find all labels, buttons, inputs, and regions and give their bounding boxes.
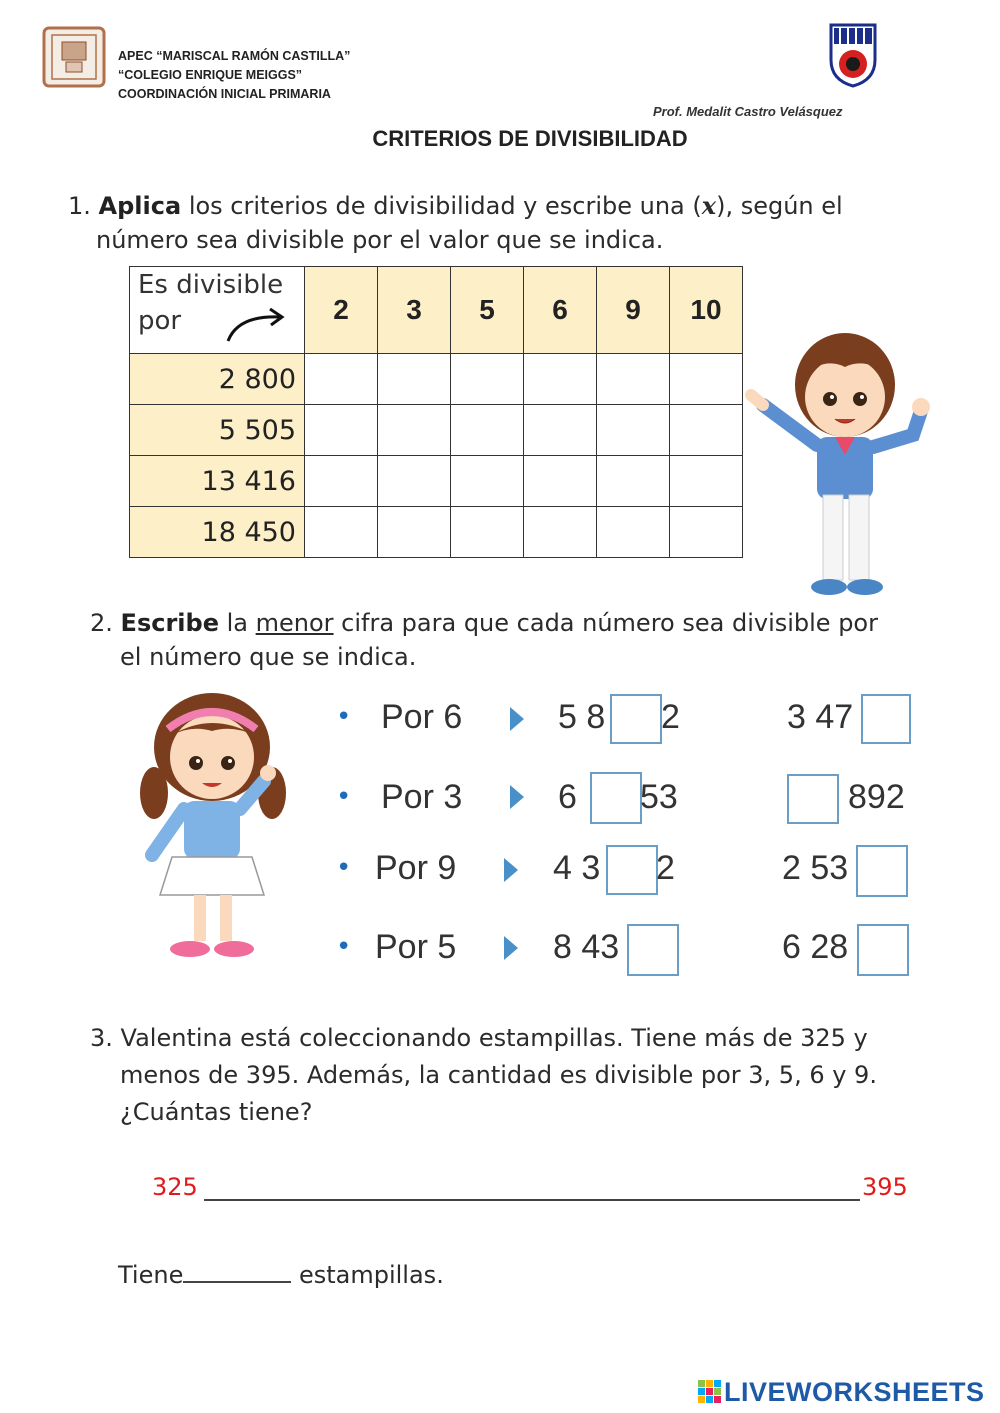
q2-underlined-word: menor [255, 609, 334, 637]
digit-input[interactable] [856, 845, 908, 897]
boy-illustration [745, 315, 935, 605]
number-suffix: 892 [848, 778, 905, 816]
table-row [130, 354, 743, 405]
bullet-icon: • [336, 702, 352, 732]
header-line-3: COORDINACIÓN INICIAL PRIMARIA [118, 87, 331, 101]
q2-text-a: la [218, 609, 256, 637]
q1-text-b: ), según el [716, 192, 843, 220]
q2-number: 2. [90, 609, 113, 637]
number-prefix: 2 53 [782, 849, 849, 887]
arrow-right-icon [504, 936, 518, 960]
answer-cell[interactable] [597, 405, 670, 456]
answer-blank[interactable] [183, 1257, 291, 1283]
number-label: 5 505 [130, 405, 305, 456]
number-prefix: 3 47 [787, 698, 854, 736]
school-badge [828, 22, 878, 88]
school-logo [42, 26, 106, 88]
digit-input[interactable] [627, 924, 679, 976]
liveworksheets-logo-icon [698, 1380, 722, 1404]
answer-cell[interactable] [670, 456, 743, 507]
answer-cell[interactable] [451, 405, 524, 456]
q3-line-2: menos de 395. Además, la cantidad es divisible por 3, 5, 6 y 9. [120, 1061, 877, 1089]
divisor-header: 6 [524, 267, 597, 354]
number-prefix: 8 43 [553, 928, 620, 966]
answer-cell[interactable] [378, 405, 451, 456]
answer-cell[interactable] [597, 456, 670, 507]
school-header [118, 47, 350, 104]
question-3 [90, 1020, 960, 1131]
arrow-right-icon [504, 858, 518, 882]
answer-cell[interactable] [524, 456, 597, 507]
header-line-1: APEC “MARISCAL RAMÓN CASTILLA” [118, 49, 351, 63]
arrow-right-icon [510, 707, 524, 731]
answer-prefix: Tiene [118, 1261, 184, 1289]
arrow-right-icon [510, 785, 524, 809]
digit-input[interactable] [610, 694, 662, 744]
digit-input[interactable] [857, 924, 909, 976]
divisor-header: 10 [670, 267, 743, 354]
header-line-2: “COLEGIO ENRIQUE MEIGGS” [118, 68, 303, 82]
answer-cell[interactable] [451, 507, 524, 558]
exercise-label: Por 6 [381, 698, 463, 736]
range-end: 395 [862, 1173, 908, 1201]
digit-input[interactable] [606, 845, 658, 895]
answer-suffix: estampillas. [291, 1261, 444, 1289]
range-start: 325 [152, 1173, 198, 1201]
answer-cell[interactable] [524, 354, 597, 405]
number-prefix: 4 3 [553, 849, 601, 887]
exercise-label: Por 9 [375, 849, 457, 887]
answer-cell[interactable] [305, 456, 378, 507]
bullet-icon: • [336, 782, 352, 812]
answer-cell[interactable] [524, 405, 597, 456]
q3-line-1: Valentina está coleccionando estampillas. Tiene más de 325 y [120, 1024, 868, 1052]
q3-number: 3. [90, 1024, 113, 1052]
table-corner [130, 267, 305, 354]
bullet-icon: • [336, 932, 352, 962]
answer-cell[interactable] [451, 354, 524, 405]
answer-cell[interactable] [378, 507, 451, 558]
table-row [130, 405, 743, 456]
answer-cell[interactable] [597, 354, 670, 405]
girl-cartoon-icon [132, 685, 292, 975]
number-label: 18 450 [130, 507, 305, 558]
footer-brand[interactable]: LIVEWORKSHEETS [724, 1377, 985, 1407]
divisor-header: 2 [305, 267, 378, 354]
teacher-name: Prof. Medalit Castro Velásquez [653, 104, 843, 119]
corner-line-2: por [138, 306, 182, 336]
q1-line-2: número sea divisible por el valor que se indica. [96, 226, 664, 254]
number-suffix: 53 [640, 778, 678, 816]
number-line [204, 1199, 860, 1201]
q1-text-a: los criterios de divisibilidad y escribe una ( [181, 192, 702, 220]
divisor-header: 5 [451, 267, 524, 354]
divisor-header: 9 [597, 267, 670, 354]
answer-cell[interactable] [378, 456, 451, 507]
number-prefix: 5 8 [558, 698, 606, 736]
answer-cell[interactable] [305, 405, 378, 456]
question-2 [90, 606, 950, 674]
answer-cell[interactable] [670, 405, 743, 456]
answer-cell[interactable] [524, 507, 597, 558]
number-label: 13 416 [130, 456, 305, 507]
answer-cell[interactable] [305, 507, 378, 558]
number-prefix: 6 28 [782, 928, 849, 966]
boy-cartoon-icon [745, 315, 935, 605]
number-suffix: 2 [661, 698, 680, 736]
shield-icon [828, 22, 878, 88]
corner-line-1: Es divisible [138, 270, 284, 300]
exercise-label: Por 3 [381, 778, 463, 816]
number-prefix: 6 [558, 778, 577, 816]
q3-line-3: ¿Cuántas tiene? [120, 1098, 313, 1126]
table-row [130, 456, 743, 507]
digit-input[interactable] [590, 772, 642, 824]
bullet-icon: • [336, 853, 352, 883]
page-title: CRITERIOS DE DIVISIBILIDAD [372, 126, 688, 151]
q1-number: 1. [68, 192, 91, 220]
answer-sentence [118, 1257, 444, 1292]
divisor-header: 3 [378, 267, 451, 354]
table-row [130, 507, 743, 558]
answer-cell[interactable] [378, 354, 451, 405]
digit-input[interactable] [787, 774, 839, 824]
q2-line-2: el número que se indica. [120, 643, 417, 671]
curved-arrow-icon [224, 307, 290, 345]
school-crest-icon [42, 26, 106, 88]
answer-cell[interactable] [597, 507, 670, 558]
number-label: 2 800 [130, 354, 305, 405]
exercise-label: Por 5 [375, 928, 457, 966]
divisibility-table [129, 266, 743, 558]
answer-cell[interactable] [670, 354, 743, 405]
girl-illustration [132, 685, 292, 975]
answer-cell[interactable] [451, 456, 524, 507]
q2-text-b: cifra para que cada número sea divisible por [333, 609, 878, 637]
question-1 [68, 189, 928, 257]
q1-x: x [701, 191, 717, 220]
number-suffix: 2 [656, 849, 675, 887]
digit-input[interactable] [861, 694, 911, 744]
q1-verb: Aplica [98, 192, 182, 220]
answer-cell[interactable] [305, 354, 378, 405]
q2-verb: Escribe [120, 609, 219, 637]
answer-cell[interactable] [670, 507, 743, 558]
